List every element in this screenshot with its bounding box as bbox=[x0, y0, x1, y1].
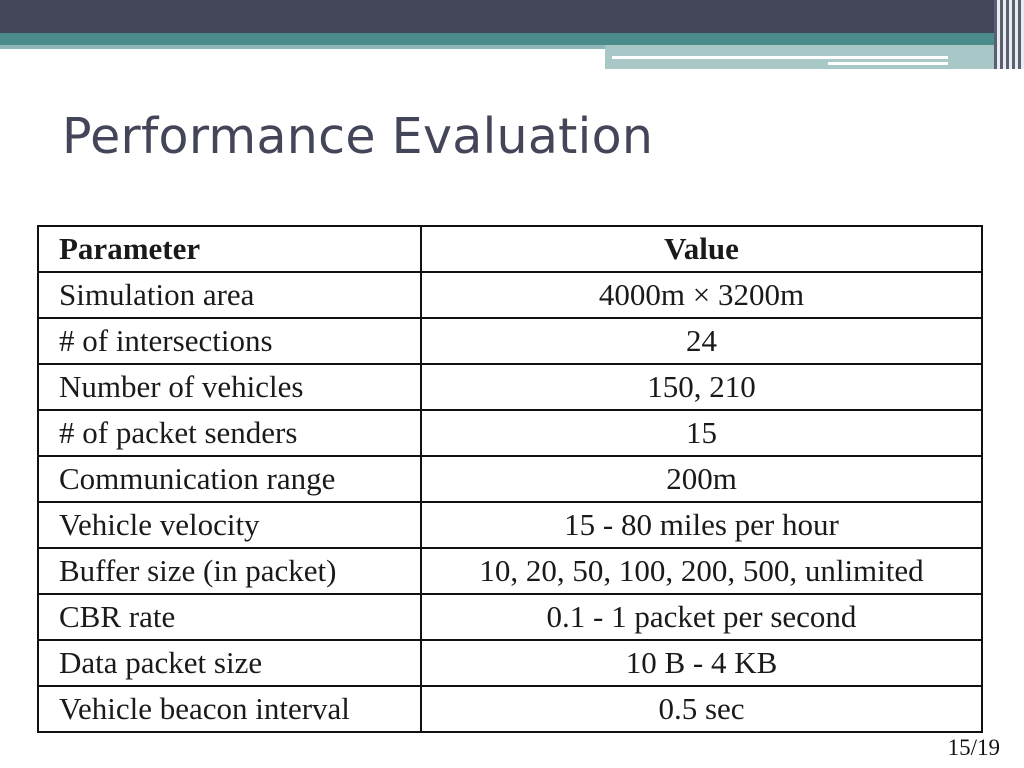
header-value: Value bbox=[421, 226, 982, 272]
header-stripes bbox=[994, 0, 1024, 69]
parameters-table bbox=[37, 225, 983, 733]
slide-title: Performance Evaluation bbox=[62, 108, 654, 165]
table-row bbox=[38, 456, 982, 502]
table-row bbox=[38, 318, 982, 364]
table-row bbox=[38, 640, 982, 686]
parameter-cell: Buffer size (in packet) bbox=[38, 548, 421, 594]
header-banner-teal bbox=[0, 33, 994, 45]
parameter-cell: Data packet size bbox=[38, 640, 421, 686]
parameter-cell: CBR rate bbox=[38, 594, 421, 640]
parameter-cell: Number of vehicles bbox=[38, 364, 421, 410]
value-cell: 200m bbox=[421, 456, 982, 502]
value-cell: 150, 210 bbox=[421, 364, 982, 410]
table-row bbox=[38, 502, 982, 548]
parameter-cell: Vehicle velocity bbox=[38, 502, 421, 548]
header-banner-dark bbox=[0, 0, 994, 33]
value-cell: 15 - 80 miles per hour bbox=[421, 502, 982, 548]
header-banner-line bbox=[828, 62, 948, 65]
value-cell: 24 bbox=[421, 318, 982, 364]
header-banner-line bbox=[612, 56, 948, 59]
parameter-cell: Communication range bbox=[38, 456, 421, 502]
parameter-cell: # of packet senders bbox=[38, 410, 421, 456]
parameter-cell: Simulation area bbox=[38, 272, 421, 318]
parameter-cell: # of intersections bbox=[38, 318, 421, 364]
value-cell: 15 bbox=[421, 410, 982, 456]
table-header-row bbox=[38, 226, 982, 272]
header-banner-accent bbox=[0, 45, 605, 49]
header-parameter: Parameter bbox=[38, 226, 421, 272]
table-row bbox=[38, 410, 982, 456]
table-row bbox=[38, 364, 982, 410]
table-row bbox=[38, 686, 982, 732]
table-row bbox=[38, 594, 982, 640]
value-cell: 10, 20, 50, 100, 200, 500, unlimited bbox=[421, 548, 982, 594]
table-row bbox=[38, 548, 982, 594]
value-cell: 0.5 sec bbox=[421, 686, 982, 732]
page-number: 15/19 bbox=[947, 735, 1000, 760]
value-cell: 10 B - 4 KB bbox=[421, 640, 982, 686]
table-row bbox=[38, 272, 982, 318]
value-cell: 0.1 - 1 packet per second bbox=[421, 594, 982, 640]
value-cell: 4000m × 3200m bbox=[421, 272, 982, 318]
parameter-cell: Vehicle beacon interval bbox=[38, 686, 421, 732]
